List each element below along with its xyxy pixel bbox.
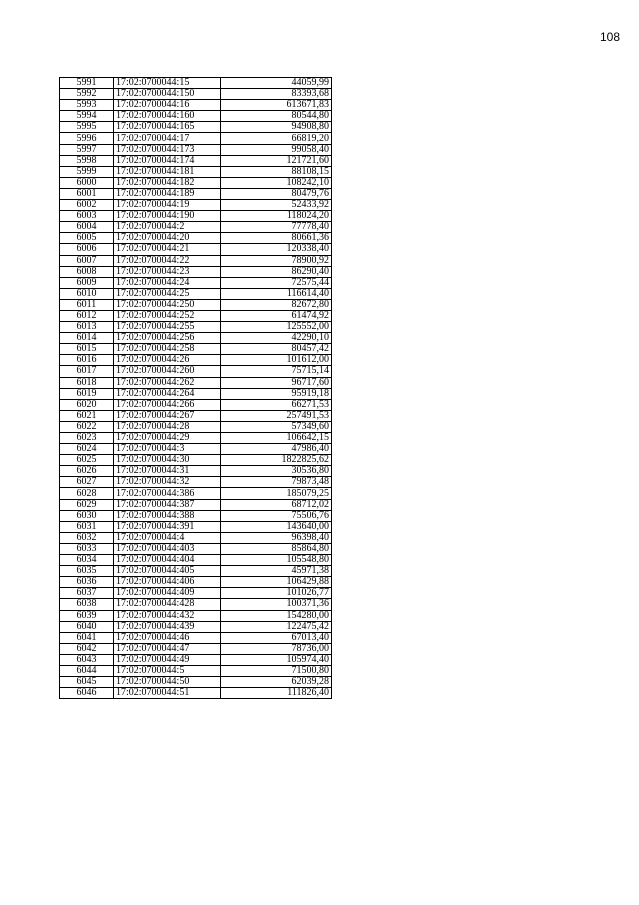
cadastral-number-cell: 17:02:0700044:2	[114, 222, 221, 233]
page-number: 108	[599, 30, 620, 44]
table-row	[60, 610, 332, 621]
value-cell: 116614,40	[221, 288, 332, 299]
row-number-cell: 5996	[60, 133, 114, 144]
cadastral-number-cell: 17:02:0700044:21	[114, 244, 221, 255]
value-cell: 80544,80	[221, 111, 332, 122]
table-row	[60, 233, 332, 244]
value-cell: 44059,99	[221, 78, 332, 89]
table-row	[60, 255, 332, 266]
value-cell: 257491,53	[221, 410, 332, 421]
row-number-cell: 6005	[60, 233, 114, 244]
cadastral-number-cell: 17:02:0700044:50	[114, 677, 221, 688]
cadastral-number-cell: 17:02:0700044:28	[114, 421, 221, 432]
value-cell: 122475,42	[221, 621, 332, 632]
row-number-cell: 6012	[60, 310, 114, 321]
cadastral-number-cell: 17:02:0700044:23	[114, 266, 221, 277]
value-cell: 72575,44	[221, 277, 332, 288]
value-cell: 96717,60	[221, 377, 332, 388]
row-number-cell: 5997	[60, 144, 114, 155]
row-number-cell: 5995	[60, 122, 114, 133]
table-row	[60, 677, 332, 688]
value-cell: 185079,25	[221, 488, 332, 499]
row-number-cell: 6033	[60, 543, 114, 554]
table-row	[60, 688, 332, 699]
cadastral-number-cell: 17:02:0700044:391	[114, 521, 221, 532]
table-row	[60, 566, 332, 577]
value-cell: 101026,77	[221, 588, 332, 599]
row-number-cell: 6000	[60, 177, 114, 188]
value-cell: 95919,18	[221, 388, 332, 399]
cadastral-number-cell: 17:02:0700044:174	[114, 155, 221, 166]
value-cell: 66271,53	[221, 399, 332, 410]
value-cell: 85864,80	[221, 543, 332, 554]
cadastral-number-cell: 17:02:0700044:262	[114, 377, 221, 388]
value-cell: 57349,60	[221, 421, 332, 432]
cadastral-number-cell: 17:02:0700044:181	[114, 166, 221, 177]
cadastral-number-cell: 17:02:0700044:19	[114, 200, 221, 211]
table-row	[60, 78, 332, 89]
row-number-cell: 6010	[60, 288, 114, 299]
table-row	[60, 344, 332, 355]
table-row	[60, 444, 332, 455]
table-row	[60, 477, 332, 488]
table-row	[60, 222, 332, 233]
row-number-cell: 5998	[60, 155, 114, 166]
table-row	[60, 433, 332, 444]
row-number-cell: 6003	[60, 211, 114, 222]
cadastral-number-cell: 17:02:0700044:49	[114, 654, 221, 665]
row-number-cell: 6028	[60, 488, 114, 499]
row-number-cell: 6024	[60, 444, 114, 455]
table-row	[60, 410, 332, 421]
value-cell: 120338,40	[221, 244, 332, 255]
table-row	[60, 155, 332, 166]
cadastral-number-cell: 17:02:0700044:32	[114, 477, 221, 488]
row-number-cell: 6022	[60, 421, 114, 432]
value-cell: 61474,92	[221, 310, 332, 321]
value-cell: 30536,80	[221, 466, 332, 477]
cadastral-number-cell: 17:02:0700044:5	[114, 665, 221, 676]
row-number-cell: 5991	[60, 78, 114, 89]
row-number-cell: 5992	[60, 89, 114, 100]
table-row	[60, 388, 332, 399]
cadastral-number-cell: 17:02:0700044:266	[114, 399, 221, 410]
cadastral-number-cell: 17:02:0700044:252	[114, 310, 221, 321]
table-row	[60, 333, 332, 344]
value-cell: 1822825,62	[221, 455, 332, 466]
cadastral-number-cell: 17:02:0700044:46	[114, 632, 221, 643]
table-row	[60, 244, 332, 255]
table-row	[60, 466, 332, 477]
row-number-cell: 6023	[60, 433, 114, 444]
cadastral-number-cell: 17:02:0700044:258	[114, 344, 221, 355]
value-cell: 62039,28	[221, 677, 332, 688]
table-row	[60, 488, 332, 499]
row-number-cell: 5994	[60, 111, 114, 122]
table-row	[60, 665, 332, 676]
cadastral-number-cell: 17:02:0700044:4	[114, 532, 221, 543]
row-number-cell: 6018	[60, 377, 114, 388]
cadastral-number-cell: 17:02:0700044:20	[114, 233, 221, 244]
cadastral-number-cell: 17:02:0700044:255	[114, 322, 221, 333]
value-cell: 67013,40	[221, 632, 332, 643]
cadastral-number-cell: 17:02:0700044:387	[114, 499, 221, 510]
table-row	[60, 122, 332, 133]
table-row	[60, 532, 332, 543]
cadastral-number-cell: 17:02:0700044:22	[114, 255, 221, 266]
registry-table-body	[60, 78, 332, 699]
value-cell: 143640,00	[221, 521, 332, 532]
row-number-cell: 6045	[60, 677, 114, 688]
table-row	[60, 543, 332, 554]
value-cell: 86290,40	[221, 266, 332, 277]
value-cell: 66819,20	[221, 133, 332, 144]
table-row	[60, 654, 332, 665]
table-row	[60, 377, 332, 388]
table-row	[60, 288, 332, 299]
value-cell: 101612,00	[221, 355, 332, 366]
cadastral-number-cell: 17:02:0700044:51	[114, 688, 221, 699]
table-row	[60, 421, 332, 432]
value-cell: 94908,80	[221, 122, 332, 133]
value-cell: 78900,92	[221, 255, 332, 266]
row-number-cell: 6017	[60, 366, 114, 377]
row-number-cell: 6040	[60, 621, 114, 632]
value-cell: 88108,15	[221, 166, 332, 177]
value-cell: 45971,38	[221, 566, 332, 577]
registry-table	[59, 77, 332, 699]
table-row	[60, 621, 332, 632]
cadastral-number-cell: 17:02:0700044:250	[114, 299, 221, 310]
table-row	[60, 366, 332, 377]
row-number-cell: 6039	[60, 610, 114, 621]
cadastral-number-cell: 17:02:0700044:165	[114, 122, 221, 133]
row-number-cell: 6027	[60, 477, 114, 488]
cadastral-number-cell: 17:02:0700044:25	[114, 288, 221, 299]
table-row	[60, 322, 332, 333]
cadastral-number-cell: 17:02:0700044:386	[114, 488, 221, 499]
row-number-cell: 5993	[60, 100, 114, 111]
table-row	[60, 177, 332, 188]
value-cell: 75715,14	[221, 366, 332, 377]
table-row	[60, 643, 332, 654]
cadastral-number-cell: 17:02:0700044:15	[114, 78, 221, 89]
row-number-cell: 6025	[60, 455, 114, 466]
row-number-cell: 6042	[60, 643, 114, 654]
table-row	[60, 355, 332, 366]
cadastral-number-cell: 17:02:0700044:439	[114, 621, 221, 632]
cadastral-number-cell: 17:02:0700044:432	[114, 610, 221, 621]
table-row	[60, 188, 332, 199]
cadastral-number-cell: 17:02:0700044:29	[114, 433, 221, 444]
cadastral-number-cell: 17:02:0700044:189	[114, 188, 221, 199]
row-number-cell: 6011	[60, 299, 114, 310]
value-cell: 68712,02	[221, 499, 332, 510]
row-number-cell: 6006	[60, 244, 114, 255]
table-row	[60, 100, 332, 111]
cadastral-number-cell: 17:02:0700044:428	[114, 599, 221, 610]
table-row	[60, 632, 332, 643]
value-cell: 80479,76	[221, 188, 332, 199]
row-number-cell: 6037	[60, 588, 114, 599]
table-row	[60, 299, 332, 310]
cadastral-number-cell: 17:02:0700044:260	[114, 366, 221, 377]
value-cell: 105548,80	[221, 555, 332, 566]
value-cell: 83393,68	[221, 89, 332, 100]
cadastral-number-cell: 17:02:0700044:17	[114, 133, 221, 144]
table-row	[60, 89, 332, 100]
cadastral-number-cell: 17:02:0700044:388	[114, 510, 221, 521]
table-row	[60, 510, 332, 521]
cadastral-number-cell: 17:02:0700044:409	[114, 588, 221, 599]
value-cell: 47986,40	[221, 444, 332, 455]
table-row	[60, 455, 332, 466]
cadastral-number-cell: 17:02:0700044:403	[114, 543, 221, 554]
table-row	[60, 166, 332, 177]
cadastral-number-cell: 17:02:0700044:47	[114, 643, 221, 654]
cadastral-number-cell: 17:02:0700044:267	[114, 410, 221, 421]
table-row	[60, 521, 332, 532]
value-cell: 99058,40	[221, 144, 332, 155]
value-cell: 111826,40	[221, 688, 332, 699]
cadastral-number-cell: 17:02:0700044:404	[114, 555, 221, 566]
row-number-cell: 6016	[60, 355, 114, 366]
row-number-cell: 6002	[60, 200, 114, 211]
value-cell: 154280,00	[221, 610, 332, 621]
row-number-cell: 6041	[60, 632, 114, 643]
row-number-cell: 6043	[60, 654, 114, 665]
value-cell: 80457,42	[221, 344, 332, 355]
row-number-cell: 6034	[60, 555, 114, 566]
value-cell: 125552,00	[221, 322, 332, 333]
table-row	[60, 144, 332, 155]
table-row	[60, 499, 332, 510]
cadastral-number-cell: 17:02:0700044:406	[114, 577, 221, 588]
cadastral-number-cell: 17:02:0700044:3	[114, 444, 221, 455]
row-number-cell: 6030	[60, 510, 114, 521]
table-row	[60, 577, 332, 588]
table-row	[60, 399, 332, 410]
value-cell: 108242,10	[221, 177, 332, 188]
table-row	[60, 211, 332, 222]
value-cell: 80661,36	[221, 233, 332, 244]
row-number-cell: 6013	[60, 322, 114, 333]
table-row	[60, 599, 332, 610]
row-number-cell: 6014	[60, 333, 114, 344]
cadastral-number-cell: 17:02:0700044:26	[114, 355, 221, 366]
row-number-cell: 6046	[60, 688, 114, 699]
table-row	[60, 111, 332, 122]
cadastral-number-cell: 17:02:0700044:30	[114, 455, 221, 466]
cadastral-number-cell: 17:02:0700044:190	[114, 211, 221, 222]
table-row	[60, 266, 332, 277]
cadastral-number-cell: 17:02:0700044:31	[114, 466, 221, 477]
row-number-cell: 6007	[60, 255, 114, 266]
value-cell: 78736,00	[221, 643, 332, 654]
value-cell: 82672,80	[221, 299, 332, 310]
row-number-cell: 6001	[60, 188, 114, 199]
table-row	[60, 133, 332, 144]
cadastral-number-cell: 17:02:0700044:160	[114, 111, 221, 122]
row-number-cell: 6021	[60, 410, 114, 421]
cadastral-number-cell: 17:02:0700044:16	[114, 100, 221, 111]
table-row	[60, 200, 332, 211]
cadastral-number-cell: 17:02:0700044:182	[114, 177, 221, 188]
row-number-cell: 6020	[60, 399, 114, 410]
value-cell: 75506,76	[221, 510, 332, 521]
cadastral-number-cell: 17:02:0700044:405	[114, 566, 221, 577]
row-number-cell: 6026	[60, 466, 114, 477]
value-cell: 105974,40	[221, 654, 332, 665]
value-cell: 71500,80	[221, 665, 332, 676]
table-row	[60, 277, 332, 288]
value-cell: 96398,40	[221, 532, 332, 543]
row-number-cell: 6008	[60, 266, 114, 277]
row-number-cell: 6009	[60, 277, 114, 288]
value-cell: 106429,88	[221, 577, 332, 588]
value-cell: 77778,40	[221, 222, 332, 233]
value-cell: 613671,83	[221, 100, 332, 111]
row-number-cell: 6032	[60, 532, 114, 543]
value-cell: 118024,20	[221, 211, 332, 222]
row-number-cell: 6031	[60, 521, 114, 532]
value-cell: 100371,36	[221, 599, 332, 610]
row-number-cell: 6019	[60, 388, 114, 399]
table-row	[60, 310, 332, 321]
value-cell: 79873,48	[221, 477, 332, 488]
value-cell: 106642,15	[221, 433, 332, 444]
row-number-cell: 6038	[60, 599, 114, 610]
row-number-cell: 5999	[60, 166, 114, 177]
row-number-cell: 6035	[60, 566, 114, 577]
row-number-cell: 6015	[60, 344, 114, 355]
cadastral-number-cell: 17:02:0700044:24	[114, 277, 221, 288]
value-cell: 42290,10	[221, 333, 332, 344]
value-cell: 52433,92	[221, 200, 332, 211]
cadastral-number-cell: 17:02:0700044:256	[114, 333, 221, 344]
cadastral-number-cell: 17:02:0700044:173	[114, 144, 221, 155]
cadastral-number-cell: 17:02:0700044:264	[114, 388, 221, 399]
row-number-cell: 6029	[60, 499, 114, 510]
cadastral-number-cell: 17:02:0700044:150	[114, 89, 221, 100]
value-cell: 121721,60	[221, 155, 332, 166]
row-number-cell: 6004	[60, 222, 114, 233]
table-row	[60, 588, 332, 599]
row-number-cell: 6044	[60, 665, 114, 676]
row-number-cell: 6036	[60, 577, 114, 588]
table-row	[60, 555, 332, 566]
